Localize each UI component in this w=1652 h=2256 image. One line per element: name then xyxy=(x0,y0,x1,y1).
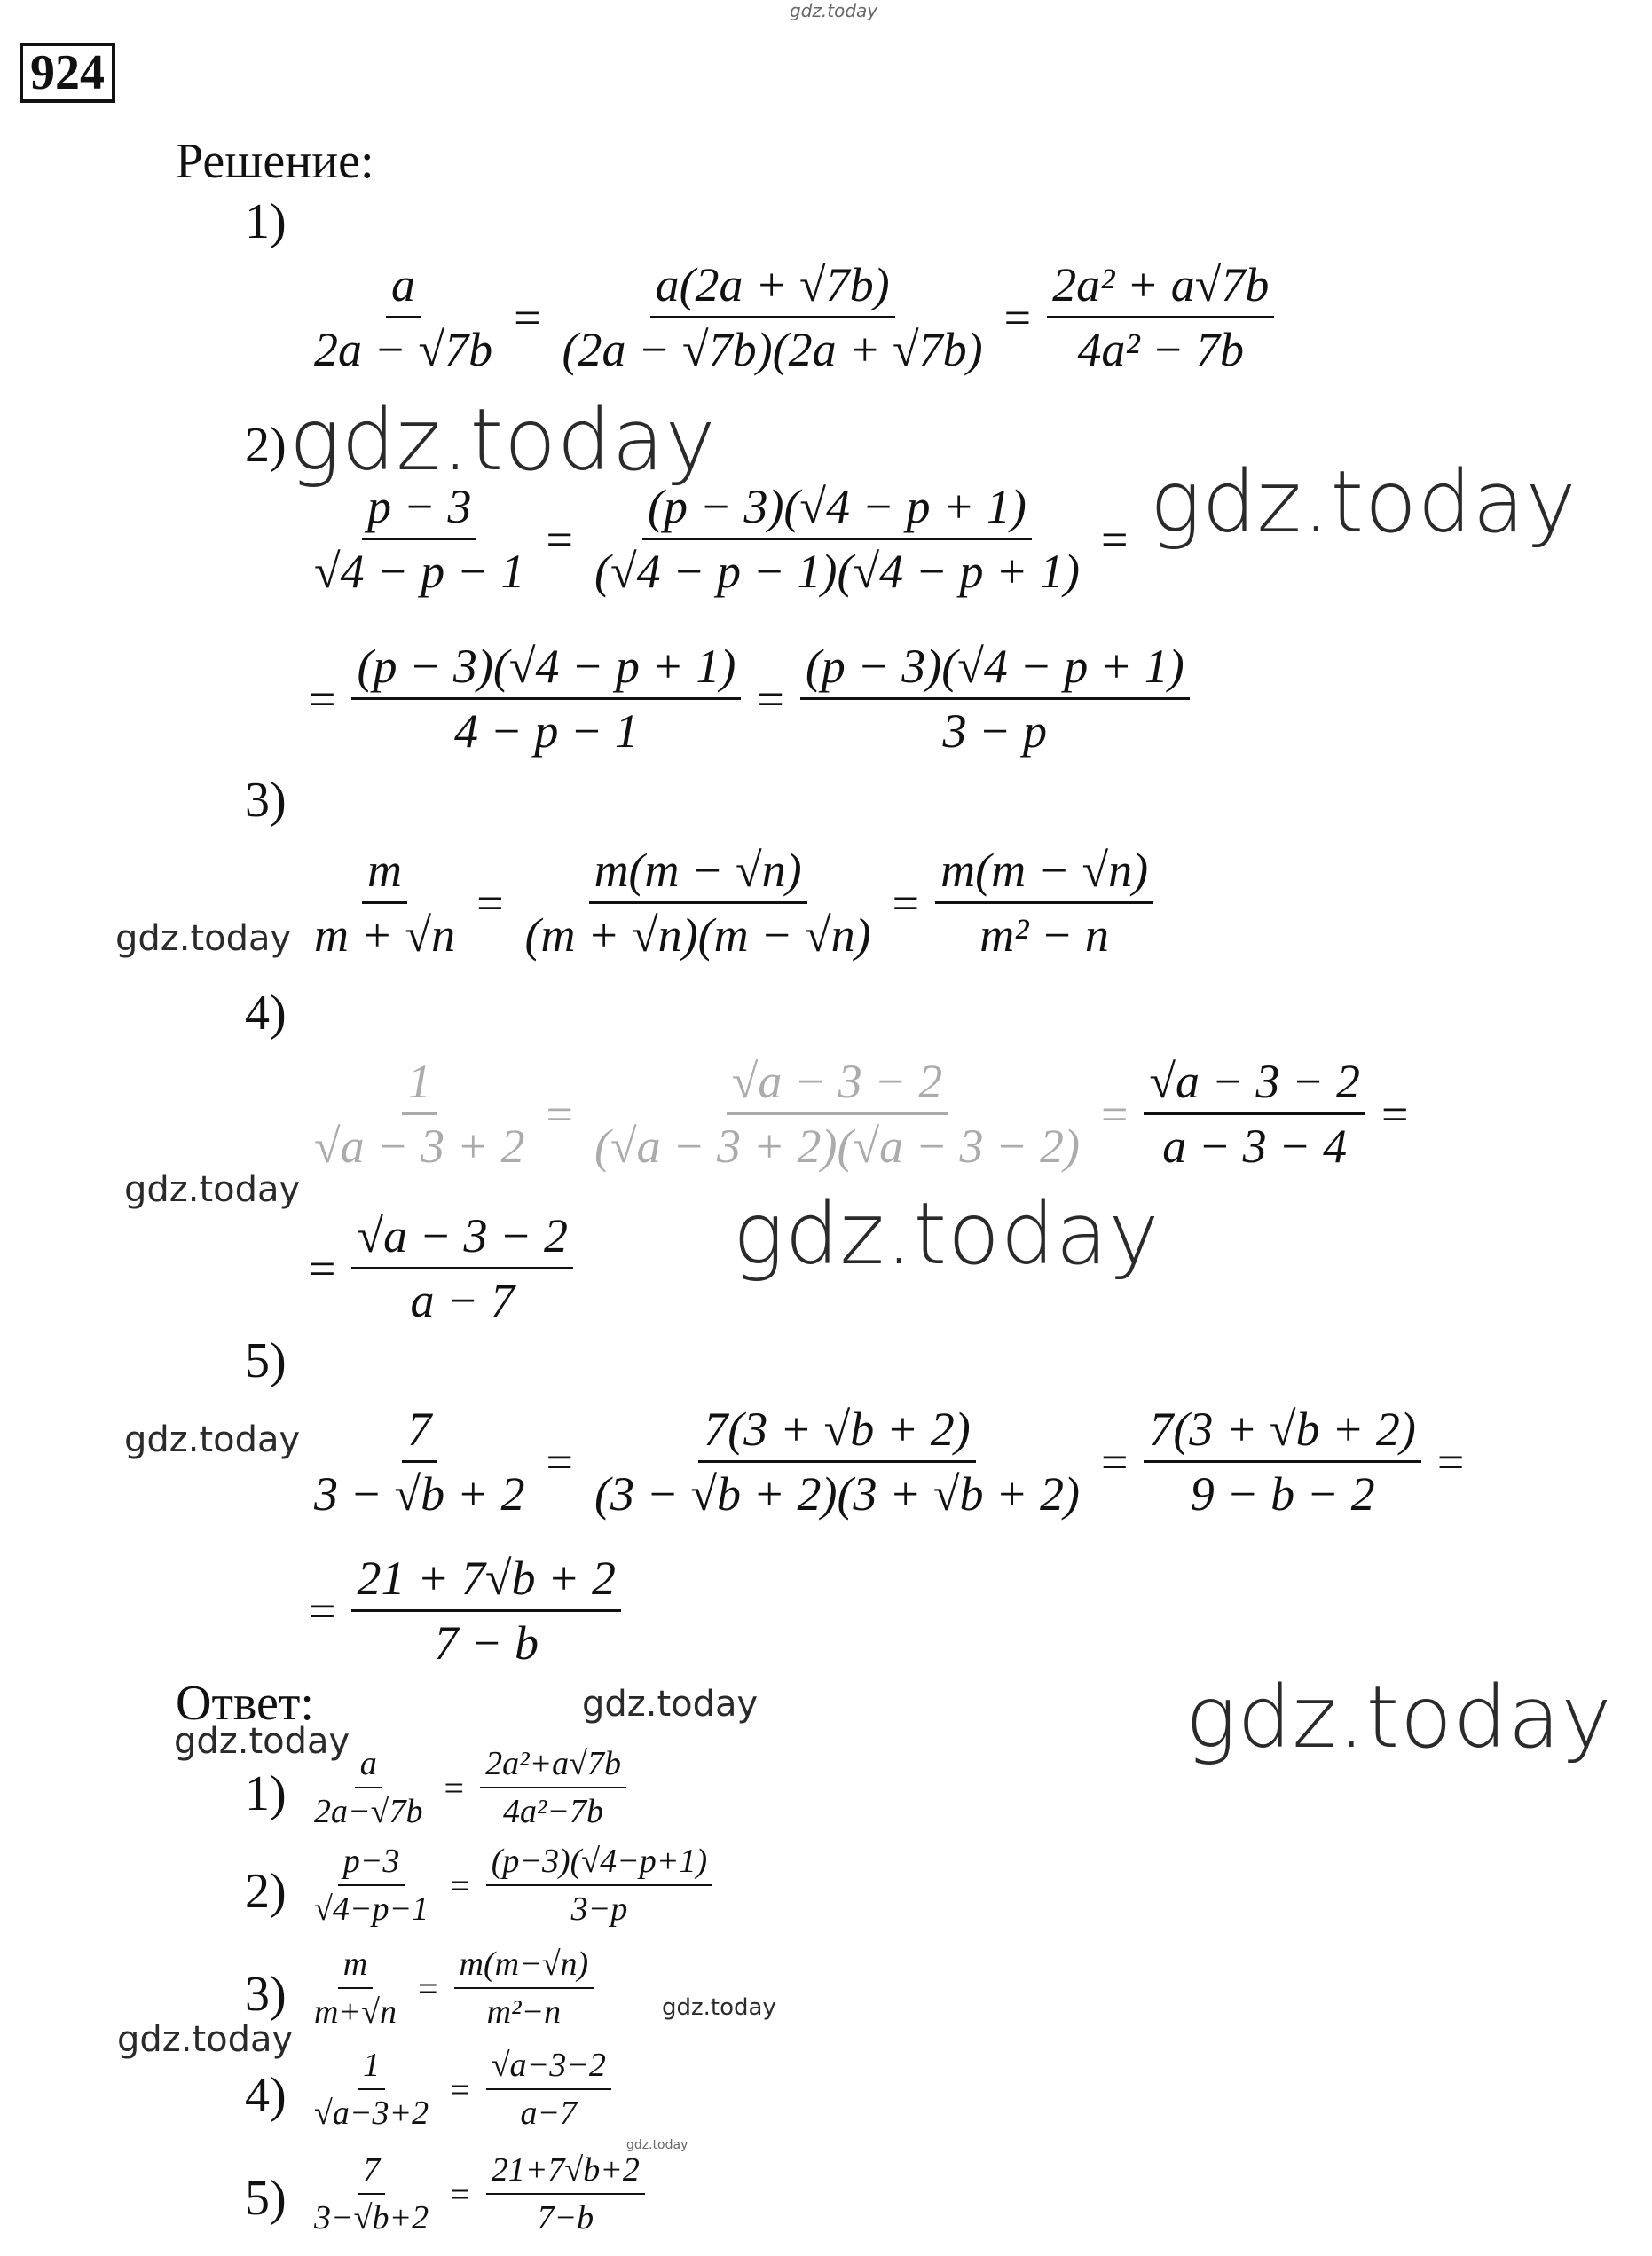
item-number-1: 1) xyxy=(245,194,287,249)
answer-number-1: 1) xyxy=(245,1766,287,1821)
watermark: gdz.today xyxy=(662,1994,776,2021)
answer-2-equation: $\frac{p-3}{√4-p-1}$ = $\frac{(p-3)(√4-p+1)}{3-p}$ xyxy=(309,1842,712,1929)
answer-4-equation: $\frac{1}{√a-3+2}$ = $\frac{√a-3-2}{a-7}$ xyxy=(309,2046,611,2133)
solution-5-equation-b: = $\frac{21 + 7√b + 2}{7 - b}$ xyxy=(309,1551,621,1670)
item-number-3: 3) xyxy=(245,773,287,828)
watermark: gdz.today xyxy=(289,390,717,490)
watermark: gdz.today xyxy=(174,1721,350,1762)
answer-number-3: 3) xyxy=(245,1967,287,2022)
solution-2-equation-b: = $\frac{(p - 3)(√4 - p + 1)}{4 - p - 1}$ = $\frac{(p - 3)(√4 - p + 1)}{3 - p}$ xyxy=(309,639,1190,759)
watermark: gdz.today xyxy=(124,1169,301,1210)
solution-heading: Решение: xyxy=(176,134,374,189)
item-number-2: 2) xyxy=(245,418,287,473)
watermark: gdz.today xyxy=(626,2138,688,2152)
answer-number-2: 2) xyxy=(245,1864,287,1919)
watermark: gdz.today xyxy=(124,1419,301,1460)
watermark: gdz.today xyxy=(733,1184,1160,1284)
watermark: gdz.today xyxy=(117,2019,294,2060)
source-watermark-top: gdz.today xyxy=(790,0,878,21)
item-number-5: 5) xyxy=(245,1333,287,1388)
watermark: gdz.today xyxy=(115,918,292,959)
answer-number-5: 5) xyxy=(245,2171,287,2226)
answer-number-4: 4) xyxy=(245,2068,287,2123)
watermark: gdz.today xyxy=(1185,1668,1613,1767)
item-number-4: 4) xyxy=(245,986,287,1041)
problem-number-box: 924 xyxy=(20,43,115,103)
solution-5-equation-a: $\frac{7}{3 - √b + 2}$ = $\frac{7(3 + √b + 2)}{(3 - √b + 2)(3 + √b + 2)}$ = $\frac{7(3 + √b + 2)}{9 - b - 2}$ = xyxy=(314,1403,1465,1521)
watermark: gdz.today xyxy=(1150,452,1577,552)
solution-2-equation-a: $\frac{p - 3}{√4 - p - 1}$ = $\frac{(p - 3)(√4 - p + 1)}{(√4 - p - 1)(√4 - p + 1)}$ = xyxy=(314,480,1129,598)
answer-1-equation: $\frac{a}{2a-√7b}$ = $\frac{\text{2a²+a√7b}}{\text{4a²−7b}}$ xyxy=(309,1744,626,1831)
fraction: $\frac{\text{2a² + a√7b}}{\text{4a² − 7b}}$ xyxy=(1047,257,1274,377)
fraction: $\frac{a(2a + √7b)}{(2a - √7b)(2a + √7b)}$ xyxy=(562,258,983,376)
answer-5-equation: $\frac{7}{3-√b+2}$ = $\frac{21+7√b+2}{7-b}$ xyxy=(309,2150,645,2237)
solution-1-equation: $\frac{a}{2a - √7b}$ = $\frac{a(2a + √7b)}{(2a - √7b)(2a + √7b)}$ = $\frac{\text{2a² + a√7b}}{\text{4a² − 7b}}$ xyxy=(309,257,1274,377)
fraction: $\frac{a}{2a - √7b}$ xyxy=(314,258,493,376)
answer-3-equation: $\frac{m}{m+√n}$ = $\frac{m(m-√n)}{\text{m²−n}}$ xyxy=(309,1945,594,2032)
answer-heading: Ответ: xyxy=(176,1676,314,1731)
solution-4-equation-b: = $\frac{√a - 3 - 2}{a - 7}$ xyxy=(309,1208,573,1328)
solution-4-equation-a: $\frac{1}{√a - 3 + 2}$ = $\frac{√a - 3 - 2}{(√a - 3 + 2)(√a - 3 - 2)}$ = $\frac{√a - 3 - 2}{a - 3 - 4}$ = xyxy=(314,1055,1409,1173)
watermark: gdz.today xyxy=(582,1684,759,1725)
solution-3-equation: $\frac{m}{m + √n}$ = $\frac{m(m - √n)}{(m + √n)(m - √n)}$ = $\frac{m(m - √n)}{\text{m² − n}}$ xyxy=(309,843,1153,963)
